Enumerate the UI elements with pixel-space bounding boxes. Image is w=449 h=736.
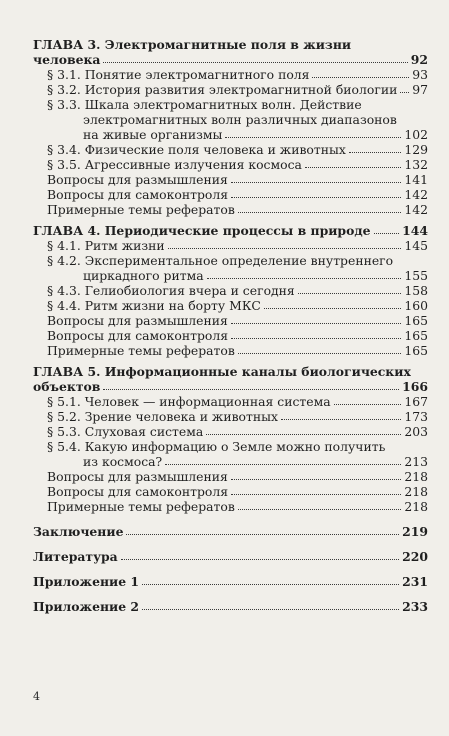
toc-entry-4-2 (33, 268, 428, 283)
dot-leader (298, 293, 402, 294)
toc-entry-4-questions-reflection (33, 313, 428, 328)
entry-title: циркадного ритма (83, 268, 204, 283)
dot-leader (165, 464, 401, 465)
chapter-3-title-line1: ГЛАВА 3. Электромагнитные поля в жизни (33, 37, 352, 52)
toc-entry-3-questions-selfcheck (33, 187, 428, 202)
entry-page: 93 (412, 67, 428, 82)
entry-page: 218 (404, 484, 428, 499)
toc-entry-4-3 (33, 283, 428, 298)
entry-page: 231 (402, 574, 428, 589)
entry-title: § 4.4. Ритм жизни на борту МКС (47, 298, 261, 313)
entry-title: § 5.1. Человек — информационная система (47, 394, 331, 409)
toc-entry-5-questions-reflection (33, 469, 428, 484)
entry-title: Примерные темы рефератов (47, 202, 235, 217)
dot-leader (231, 323, 401, 324)
dot-leader (142, 609, 399, 610)
entry-page: 129 (404, 142, 428, 157)
toc-entry-5-2 (33, 409, 428, 424)
toc-entry-appendix-2 (33, 599, 428, 614)
entry-title: Вопросы для самоконтроля (47, 187, 229, 202)
entry-title: Вопросы для самоконтроля (47, 328, 229, 343)
toc-entry-3-2 (33, 82, 428, 97)
chapter-3-title-line2: человека (33, 52, 101, 67)
entry-title: § 5.3. Слуховая система (47, 424, 204, 439)
dot-leader (225, 137, 401, 138)
toc-entry-3-3 (33, 127, 428, 142)
entry-page: 213 (404, 454, 428, 469)
toc-entry-3-4 (33, 142, 428, 157)
dot-leader (168, 248, 402, 249)
toc-entry-5-essay-topics (33, 499, 428, 514)
entry-page: 233 (402, 599, 428, 614)
entry-title: Заключение (33, 524, 124, 539)
dot-leader (231, 182, 401, 183)
entry-page: 160 (404, 298, 428, 313)
entry-page: 218 (404, 469, 428, 484)
entry-page: 218 (404, 499, 428, 514)
entry-page: 97 (412, 82, 428, 97)
toc-entry-3-3-line1: § 3.3. Шкала электромагнитных волн. Действие (47, 97, 362, 112)
dot-leader (206, 434, 401, 435)
toc-entry-5-3 (33, 424, 428, 439)
dot-leader (374, 233, 400, 234)
spacer (33, 539, 428, 549)
dot-leader (349, 152, 401, 153)
chapter-4-entry (33, 223, 428, 238)
chapter-3-entry (33, 52, 428, 67)
chapter-4-title: ГЛАВА 4. Периодические процессы в природе (33, 223, 371, 238)
dot-leader (312, 77, 409, 78)
entry-title: Литература (33, 549, 118, 564)
entry-page: 173 (404, 409, 428, 424)
toc-entry-3-1 (33, 67, 428, 82)
entry-title: § 3.2. История развития электромагнитной биологии (47, 82, 398, 97)
entry-page: 220 (402, 549, 428, 564)
entry-page: 145 (404, 238, 428, 253)
dot-leader (126, 534, 399, 535)
toc-entry-4-4 (33, 298, 428, 313)
entry-title: Вопросы для самоконтроля (47, 484, 229, 499)
toc-entry-4-questions-selfcheck (33, 328, 428, 343)
entry-title: Приложение 1 (33, 574, 140, 589)
entry-page: 102 (404, 127, 428, 142)
toc-entry-3-questions-reflection (33, 172, 428, 187)
chapter-5-title-line2: объектов (33, 379, 101, 394)
chapter-5-title-line1: ГЛАВА 5. Информационные каналы биологических (33, 364, 411, 379)
dot-leader (231, 197, 401, 198)
dot-leader (231, 494, 401, 495)
toc-entry-5-4 (33, 454, 428, 469)
dot-leader (231, 338, 401, 339)
entry-title: Вопросы для размышления (47, 313, 228, 328)
dot-leader (400, 92, 409, 93)
entry-page: 142 (404, 202, 428, 217)
table-of-contents (33, 37, 428, 614)
dot-leader (238, 212, 402, 213)
toc-entry-4-2-line1: § 4.2. Экспериментальное определение внутреннего (47, 253, 394, 268)
entry-page: 167 (404, 394, 428, 409)
toc-entry-conclusion (33, 524, 428, 539)
spacer (33, 564, 428, 574)
spacer (33, 514, 428, 524)
entry-title: § 5.2. Зрение человека и животных (47, 409, 278, 424)
entry-title: на живые организмы (83, 127, 223, 142)
entry-page: 142 (404, 187, 428, 202)
dot-leader (238, 509, 402, 510)
toc-entry-5-4-line1: § 5.4. Какую информацию о Земле можно получить (47, 439, 386, 454)
dot-leader (281, 419, 401, 420)
toc-entry-literature (33, 549, 428, 564)
toc-entry-3-essay-topics (33, 202, 428, 217)
entry-title: Примерные темы рефератов (47, 343, 235, 358)
toc-entry-appendix-1 (33, 574, 428, 589)
entry-title: Вопросы для размышления (47, 172, 228, 187)
dot-leader (238, 353, 402, 354)
entry-page: 219 (402, 524, 428, 539)
entry-title: § 3.1. Понятие электромагнитного поля (47, 67, 310, 82)
entry-title: § 4.1. Ритм жизни (47, 238, 165, 253)
dot-leader (207, 278, 402, 279)
entry-page: 203 (404, 424, 428, 439)
entry-title: § 3.4. Физические поля человека и животных (47, 142, 346, 157)
page-number: 4 (33, 690, 40, 703)
chapter-5-entry (33, 379, 428, 394)
toc-entry-3-3-line2: электромагнитных волн различных диапазонов (83, 112, 397, 127)
dot-leader (142, 584, 399, 585)
dot-leader (103, 62, 407, 63)
chapter-4-page: 144 (402, 223, 428, 238)
dot-leader (264, 308, 401, 309)
spacer (33, 589, 428, 599)
chapter-5-page: 166 (402, 379, 428, 394)
dot-leader (334, 404, 402, 405)
toc-entry-5-questions-selfcheck (33, 484, 428, 499)
entry-page: 165 (404, 313, 428, 328)
entry-page: 132 (404, 157, 428, 172)
dot-leader (103, 389, 399, 390)
entry-title: Приложение 2 (33, 599, 140, 614)
toc-entry-3-5 (33, 157, 428, 172)
dot-leader (231, 479, 401, 480)
entry-title: из космоса? (83, 454, 163, 469)
dot-leader (121, 559, 399, 560)
entry-page: 155 (404, 268, 428, 283)
entry-title: Примерные темы рефератов (47, 499, 235, 514)
entry-page: 141 (404, 172, 428, 187)
toc-entry-4-1 (33, 238, 428, 253)
entry-page: 165 (404, 343, 428, 358)
toc-entry-4-essay-topics (33, 343, 428, 358)
entry-page: 165 (404, 328, 428, 343)
toc-entry-5-1 (33, 394, 428, 409)
chapter-3-page: 92 (410, 52, 428, 67)
entry-title: Вопросы для размышления (47, 469, 228, 484)
entry-title: § 4.3. Гелиобиология вчера и сегодня (47, 283, 295, 298)
dot-leader (305, 167, 401, 168)
entry-title: § 3.5. Агрессивные излучения космоса (47, 157, 302, 172)
entry-page: 158 (404, 283, 428, 298)
